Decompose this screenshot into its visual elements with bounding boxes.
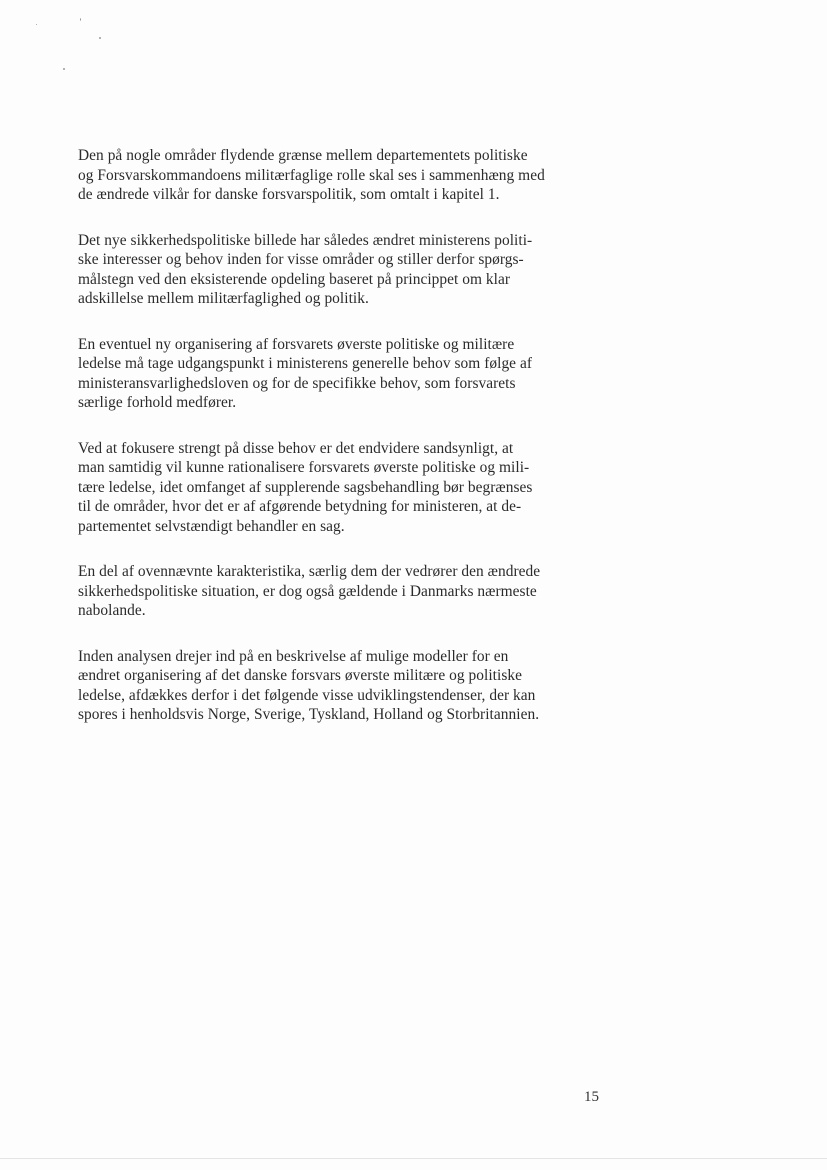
text-line: ændret organisering af det danske forsvars øverste militære og politiske xyxy=(78,667,522,684)
text-line: man samtidig vil kunne rationalisere forsvarets øverste politiske og mili- xyxy=(78,459,530,476)
text-line: ledelse må tage udgangspunkt i ministerens generelle behov som følge af xyxy=(78,355,533,372)
text-line: Inden analysen drejer ind på en beskrivelse af mulige modeller for en xyxy=(78,647,509,665)
text-line: og Forsvarskommandoens militærfaglige rolle skal ses i sammenhæng med xyxy=(78,166,545,184)
paragraph-6 xyxy=(78,647,613,725)
paragraph-3 xyxy=(78,335,613,413)
scan-edge-divider xyxy=(0,1158,827,1159)
text-line: Den på nogle områder flydende grænse mellem departementets politiske xyxy=(78,147,528,164)
text-line: de ændrede vilkår for danske forsvarspolitik, som omtalt i kapitel 1. xyxy=(78,186,500,203)
text-line: ministeransvarlighedsloven og for de specifikke behov, som forsvarets xyxy=(78,374,516,392)
page-number: 15 xyxy=(584,1089,599,1105)
scan-speck xyxy=(80,18,81,21)
paragraph-1 xyxy=(78,146,613,205)
text-line: nabolande. xyxy=(78,602,146,619)
text-line: til de områder, hvor det er af afgørende betydning for ministeren, at de- xyxy=(78,498,522,515)
scan-speck xyxy=(99,37,101,39)
text-line: spores i henholdsvis Norge, Sverige, Tyskland, Holland og Storbritannien. xyxy=(78,706,540,723)
paragraph-2 xyxy=(78,231,613,309)
text-line: særlige forhold medfører. xyxy=(78,394,237,411)
text-line: ske interesser og behov inden for visse områder og stiller derfor spørgs- xyxy=(78,251,524,268)
text-line: sikkerhedspolitiske situation, er dog også gældende i Danmarks nærmeste xyxy=(78,582,537,600)
text-line: En eventuel ny organisering af forsvarets øverste politiske og militære xyxy=(78,335,515,353)
document-body xyxy=(78,146,613,751)
text-line: Det nye sikkerhedspolitiske billede har således ændret ministerens politi- xyxy=(78,231,533,249)
text-line: tære ledelse, idet omfanget af supplerende sagsbehandling bør begrænses xyxy=(78,478,533,496)
scan-speck xyxy=(63,68,65,70)
text-line: målstegn ved den eksisterende opdeling baseret på princippet om klar xyxy=(78,270,511,288)
text-line: En del af ovennævnte karakteristika, særlig dem der vedrører den ændrede xyxy=(78,563,541,580)
text-line: ledelse, afdækkes derfor i det følgende visse udviklingstendenser, der kan xyxy=(78,686,536,704)
scan-speck xyxy=(36,24,37,25)
text-line: adskillelse mellem militærfaglighed og politik. xyxy=(78,290,369,307)
text-line: Ved at fokusere strengt på disse behov er det endvidere sandsynligt, at xyxy=(78,439,514,457)
text-line: partementet selvstændigt behandler en sag. xyxy=(78,517,345,535)
paragraph-4 xyxy=(78,439,613,537)
paragraph-5 xyxy=(78,562,613,621)
